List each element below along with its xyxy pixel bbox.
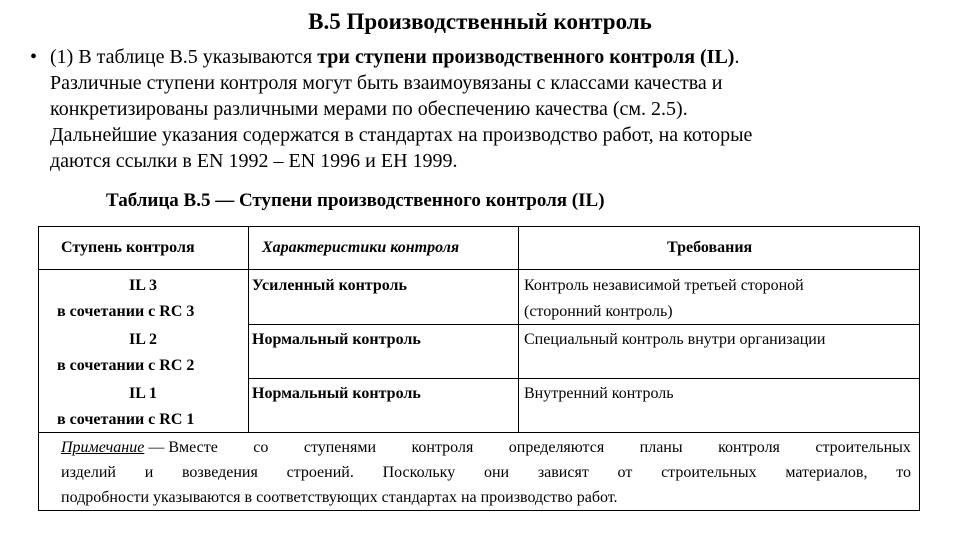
note-word: то <box>896 464 911 481</box>
row-2-requirements-line-1: Специальный контроль внутри организации <box>524 331 826 348</box>
row-3-level: IL 1 <box>128 385 157 402</box>
table-note <box>61 435 911 510</box>
note-line-3 <box>61 485 911 510</box>
table-caption: Таблица B.5 — Ступени производственного контроля (IL) <box>106 190 605 211</box>
bullet-line-1-bold: три ступени производственного контроля (IL) <box>317 46 735 68</box>
bullet-line-1 <box>50 44 930 70</box>
intro-bullet <box>30 44 930 174</box>
bullet-line-1-prefix: (1) В таблице B.5 указываются <box>50 46 318 68</box>
note-word: Поскольку <box>382 464 456 481</box>
bullet-line-2: Различные ступени контроля могут быть взаимоувязаны с классами качества и <box>50 72 723 94</box>
bullet-line-4: Дальнейшие указания содержатся в стандартах на производство работ, на которые <box>50 124 753 146</box>
note-line-3-text: подробности указываются в соответствующих стандартах на производство работ. <box>61 489 618 506</box>
bullet-line-1-suffix: . <box>734 46 740 68</box>
row-1-characteristics: Усиленный контроль <box>252 277 407 294</box>
row-1-combo: в сочетании с RC 3 <box>57 303 195 320</box>
row-2-characteristics: Нормальный контроль <box>252 331 421 348</box>
row-2-level: IL 2 <box>128 331 157 348</box>
note-word: строительных <box>815 439 911 456</box>
bullet-line-5: даются ссылки в EN 1992 – EN 1996 и EH 1999. <box>50 150 458 172</box>
note-word: изделий <box>61 464 116 481</box>
header-level: Ступень контроля <box>61 239 195 256</box>
note-word: определяются <box>508 439 605 456</box>
row-2-combo: в сочетании с RC 2 <box>57 357 195 374</box>
row-1-level: IL 3 <box>128 277 157 294</box>
bullet-line-3: конкретизированы различными мерами по обеспечению качества (см. 2.5). <box>50 98 688 120</box>
note-line-1 <box>61 435 911 460</box>
bullet-marker: • <box>30 46 38 68</box>
column-divider-1 <box>248 227 249 432</box>
row-1-requirements-line-1: Контроль независимой третьей стороной <box>524 277 804 294</box>
slide-title: B.5 Производственный контроль <box>308 9 652 34</box>
row-3-characteristics: Нормальный контроль <box>252 385 421 402</box>
note-word: контроля <box>411 439 474 456</box>
column-divider-2 <box>518 227 519 432</box>
note-word: они <box>483 464 510 481</box>
note-line-1-start <box>61 435 218 460</box>
note-word: — Вместе <box>148 439 218 456</box>
row-1-requirements-line-2: (сторонний контроль) <box>524 303 673 320</box>
row-divider-2 <box>248 378 919 379</box>
row-3-requirements-line-1: Внутренний контроль <box>524 385 674 402</box>
header-characteristics: Характеристики контроля <box>262 239 460 256</box>
header-requirements: Требования <box>667 239 753 256</box>
bullet-text <box>50 44 930 174</box>
note-word: планы <box>639 439 683 456</box>
note-word: и <box>144 464 154 481</box>
note-word: строений. <box>286 464 354 481</box>
row-3-combo: в сочетании с RC 1 <box>57 411 195 428</box>
note-word: материалов, <box>785 464 868 481</box>
note-word: контроля <box>718 439 780 456</box>
note-word: возведения <box>181 464 258 481</box>
note-word: ступенями <box>303 439 376 456</box>
note-label: Примечание <box>61 439 145 456</box>
control-levels-table <box>38 226 920 511</box>
note-word: от <box>617 464 633 481</box>
note-word: со <box>253 439 269 456</box>
note-word: строительных <box>661 464 757 481</box>
header-divider <box>39 269 919 270</box>
note-line-2 <box>61 460 911 485</box>
note-word: зависят <box>537 464 589 481</box>
